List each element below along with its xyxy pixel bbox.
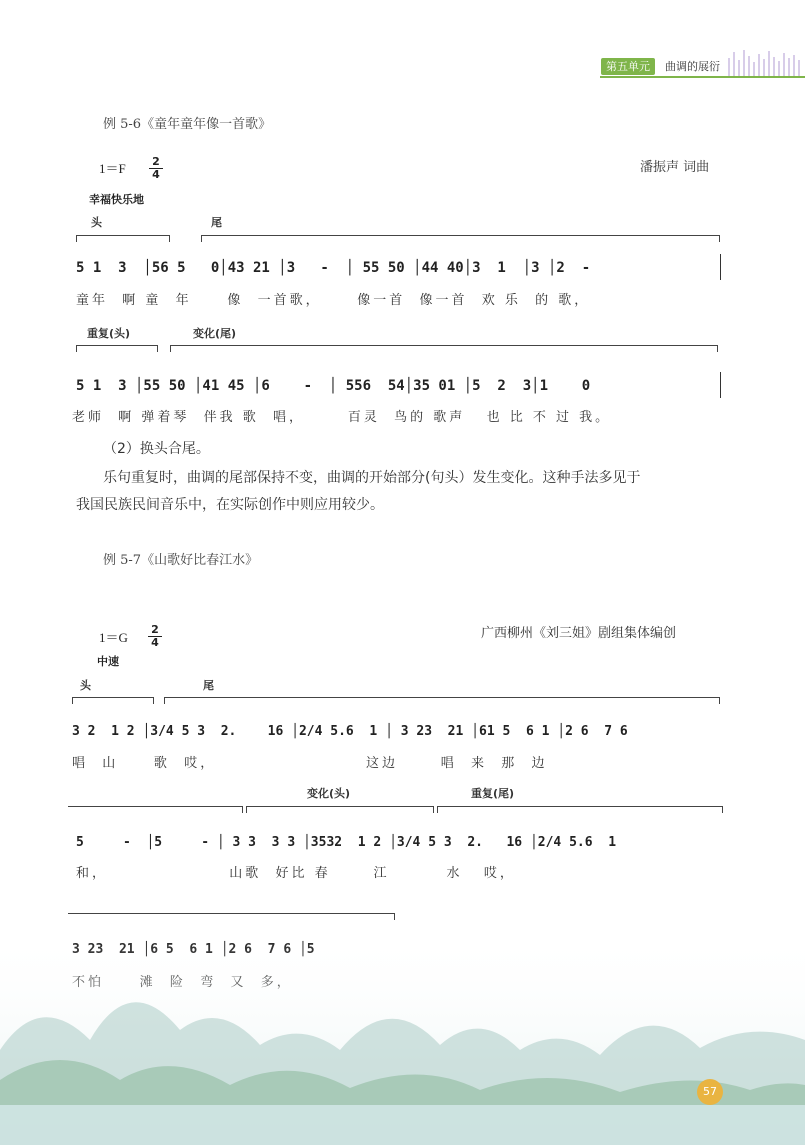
time-denominator: 4 xyxy=(149,168,163,181)
paragraph-line-2: 我国民族民间音乐中，在实际创作中则应用较少。 xyxy=(76,497,384,513)
vary-head-bracket xyxy=(246,806,434,813)
tail-bracket-2 xyxy=(164,697,720,704)
melody-line-1: 5 1 3 │56 5 0│43 21 │3 - │ 55 50 │44 40│3 1 │3 │2 - xyxy=(76,260,599,276)
lyrics-line-3: 唱 山 歌 哎， 这边 唱 来 那 边 xyxy=(72,756,548,771)
page-number: 57 xyxy=(697,1079,723,1105)
barline xyxy=(720,254,721,280)
time-denominator: 4 xyxy=(148,636,162,649)
melody-line-3: 3 2 1 2 │3/4 5 3 2. 16 │2/4 5.6 1 │ 3 23 21 │61 5 6 1 │2 6 7 6 xyxy=(72,724,628,739)
continued-tail-bracket-2 xyxy=(68,913,395,920)
lyrics-line-1: 童年 啊 童 年 像 一首歌， 像一首 像一首 欢 乐 的 歌， xyxy=(76,293,591,308)
composer-credit: 潘振声 词曲 xyxy=(640,160,710,175)
head-label-2: 头 xyxy=(80,679,91,692)
time-signature xyxy=(149,156,163,181)
example-5-6-title: 例 5-6《童年童年像一首歌》 xyxy=(103,117,272,132)
repeat-tail-label: 重复(尾) xyxy=(471,787,515,800)
vary-tail-label: 变化(尾) xyxy=(193,327,237,340)
melody-line-4: 5 - │5 - │ 3 3 3 3 │3532 1 2 │3/4 5 3 2. 16 │2/4 5.6 1 xyxy=(76,835,617,850)
repeat-tail-bracket xyxy=(437,806,723,813)
tempo-marking-2: 中速 xyxy=(97,655,119,668)
tempo-marking: 幸福快乐地 xyxy=(89,193,144,206)
lyrics-line-2: 老师 啊 弹着琴 伴我 歌 唱， 百灵 鸟的 歌声 也 比 不 过 我。 xyxy=(72,410,612,425)
paragraph-line-1: 乐句重复时，曲调的尾部保持不变，曲调的开始部分(句头）发生变化。这种手法多见于 xyxy=(103,470,641,486)
vary-tail-bracket xyxy=(170,345,718,352)
key-signature: 1＝F xyxy=(99,161,126,176)
barline xyxy=(720,372,721,398)
composer-credit-2: 广西柳州《刘三姐》剧组集体编创 xyxy=(481,626,677,641)
vary-head-label: 变化(头) xyxy=(307,787,351,800)
time-numerator: 2 xyxy=(152,155,160,168)
repeat-head-bracket xyxy=(76,345,158,352)
tail-label-2: 尾 xyxy=(203,679,214,692)
section-heading: （2）换头合尾。 xyxy=(103,441,210,457)
melody-line-2: 5 1 3 │55 50 │41 45 │6 - │ 556 54│35 01 │5 2 3│1 0 xyxy=(76,378,591,394)
tail-label: 尾 xyxy=(211,216,222,229)
key-signature-2: 1＝G xyxy=(99,630,128,645)
continued-tail-bracket xyxy=(68,806,243,813)
repeat-head-label: 重复(头) xyxy=(87,327,131,340)
head-bracket xyxy=(76,235,170,242)
chapter-title: 曲调的展衍 xyxy=(665,60,720,73)
example-5-7-title: 例 5-7《山歌好比春江水》 xyxy=(103,553,259,568)
time-signature-2 xyxy=(148,624,162,649)
lyrics-line-4: 和， 山歌 好比 春 江 水 哎， xyxy=(76,866,516,881)
unit-tag: 第五单元 xyxy=(601,58,655,75)
landscape-illustration xyxy=(0,930,805,1145)
time-numerator: 2 xyxy=(151,623,159,636)
head-bracket-2 xyxy=(72,697,154,704)
tail-bracket xyxy=(201,235,720,242)
head-label: 头 xyxy=(91,216,102,229)
